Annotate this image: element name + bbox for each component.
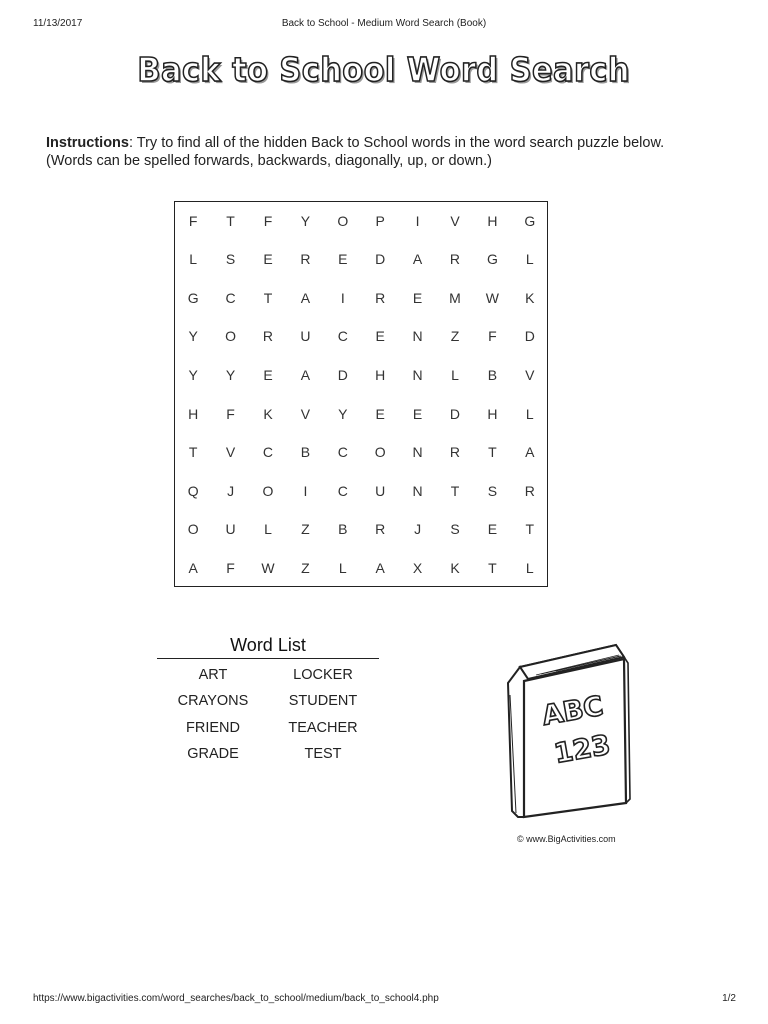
grid-letter: T	[488, 444, 497, 461]
grid-letter: L	[338, 559, 347, 576]
grid-letter: E	[263, 251, 273, 268]
book-credit: © www.BigActivities.com	[517, 834, 616, 844]
grid-letter: N	[412, 328, 423, 345]
grid-letter: J	[227, 482, 235, 499]
grid-letter: A	[525, 444, 535, 461]
grid-letter: Z	[301, 521, 310, 538]
grid-letter: R	[262, 328, 274, 345]
grid-letter: R	[375, 521, 386, 538]
word-list-item: FRIEND	[186, 719, 240, 736]
grid-letter: E	[375, 328, 385, 345]
grid-letter: A	[412, 251, 423, 268]
page-title: Back to School Word Search	[137, 50, 631, 89]
word-list-item: STUDENT	[288, 693, 358, 710]
grid-letter: Z	[301, 559, 310, 576]
word-list-title: Word List	[230, 635, 306, 655]
grid-letter: N	[412, 444, 423, 461]
grid-letter: R	[300, 251, 311, 268]
word-search-grid	[174, 201, 548, 587]
grid-letter: K	[263, 405, 273, 422]
grid-letter: X	[412, 559, 423, 576]
word-list-divider	[157, 658, 379, 659]
grid-letter: U	[225, 521, 236, 538]
grid-letter: H	[375, 366, 386, 383]
word-list-item: GRADE	[187, 745, 239, 762]
grid-letter: W	[485, 289, 499, 306]
grid-letter: W	[261, 559, 275, 576]
grid-letter: T	[188, 444, 198, 461]
grid-letter: L	[525, 251, 534, 268]
grid-letter: C	[337, 328, 348, 345]
grid-letter: F	[263, 212, 273, 229]
footer-url: https://www.bigactivities.com/word_searches/back_to_school/medium/back_to_school4.php	[33, 993, 439, 1004]
word-list-column-2	[267, 666, 379, 771]
grid-letter: L	[264, 521, 272, 538]
grid-letter: V	[525, 366, 535, 383]
grid-letter: Q	[187, 482, 199, 499]
grid-letter: E	[338, 251, 348, 268]
grid-letter: G	[524, 212, 536, 229]
grid-letter: R	[449, 251, 461, 268]
grid-letter: O	[337, 212, 349, 229]
grid-letter: D	[524, 328, 535, 345]
book-illustration	[496, 635, 666, 855]
grid-letter: Y	[225, 366, 236, 383]
grid-letter: D	[375, 251, 386, 268]
grid-letter: I	[415, 212, 420, 229]
grid-letter: H	[487, 212, 498, 229]
grid-letter: B	[487, 366, 498, 383]
grid-letter: S	[450, 521, 460, 538]
grid-letter: N	[412, 482, 423, 499]
grid-letter: V	[450, 212, 460, 229]
grid-letter: D	[337, 366, 348, 383]
grid-letter: R	[449, 444, 461, 461]
grid-letter: G	[486, 251, 498, 268]
grid-letter: K	[450, 559, 460, 576]
grid-letter: T	[226, 212, 235, 229]
grid-letter: R	[375, 289, 386, 306]
grid-letter: F	[226, 405, 235, 422]
instructions	[46, 134, 686, 170]
grid-letter: K	[525, 289, 535, 306]
grid-letter: E	[412, 289, 423, 306]
grid-letter: I	[303, 482, 308, 499]
grid-letter: U	[300, 328, 311, 345]
grid-letter: Y	[188, 328, 198, 345]
grid-letter: E	[412, 405, 423, 422]
book-text-123: 123	[551, 729, 613, 770]
page-number: 1/2	[722, 993, 736, 1004]
grid-letter: P	[375, 212, 385, 229]
grid-letter: D	[449, 405, 461, 422]
word-list-item: LOCKER	[293, 667, 353, 683]
grid-letter: M	[449, 289, 461, 306]
instructions-text: : Try to find all of the hidden Back to School words in the word search puzzle below.	[128, 135, 665, 151]
grid-letter: T	[450, 482, 460, 499]
grid-letter: A	[375, 559, 385, 576]
grid-letter: T	[263, 289, 273, 306]
grid-letter: J	[414, 521, 422, 538]
grid-letter: A	[300, 366, 311, 383]
grid-letter: T	[525, 521, 535, 538]
grid-letter: B	[300, 444, 311, 461]
grid-letter: O	[262, 482, 274, 499]
grid-letter: V	[225, 444, 236, 461]
grid-letter: O	[225, 328, 237, 345]
grid-letter: E	[263, 366, 273, 383]
grid-letter: C	[225, 289, 236, 306]
grid-letter: H	[487, 405, 498, 422]
word-list-item: CRAYONS	[177, 693, 249, 710]
grid-letter: L	[189, 251, 198, 268]
grid-letter: N	[412, 366, 423, 383]
print-header-title: Back to School - Medium Word Search (Book)	[281, 18, 487, 29]
grid-letter: Y	[188, 366, 198, 383]
grid-letter: G	[187, 289, 199, 306]
grid-letter: F	[488, 328, 497, 345]
instructions-note: (Words can be spelled forwards, backwards, diagonally, up, or down.)	[46, 153, 492, 169]
grid-letter: F	[226, 559, 235, 576]
grid-letter: C	[337, 482, 348, 499]
grid-letter: A	[188, 559, 198, 576]
grid-letter: B	[338, 521, 348, 538]
grid-letter: E	[375, 405, 385, 422]
grid-letter: Y	[300, 212, 311, 229]
grid-letter: F	[188, 212, 198, 229]
print-date: 11/13/2017	[33, 18, 83, 29]
book-text-abc: ABC	[539, 690, 606, 732]
instructions-label: Instructions	[46, 135, 129, 151]
grid-letter: U	[375, 482, 386, 499]
grid-letter: A	[300, 289, 311, 306]
grid-letter: V	[300, 405, 311, 422]
word-list-item: TEACHER	[288, 719, 358, 736]
grid-letter: L	[525, 559, 534, 576]
grid-letter: E	[487, 521, 498, 538]
grid-letter: S	[225, 251, 236, 268]
grid-letter: T	[488, 559, 497, 576]
grid-letter: C	[262, 444, 274, 461]
word-list-item: TEST	[304, 745, 342, 762]
word-list-column-1	[157, 666, 269, 771]
grid-letter: H	[188, 405, 199, 422]
grid-letter: I	[340, 289, 345, 306]
grid-letter: C	[337, 444, 348, 461]
grid-letter: L	[525, 405, 534, 422]
grid-letter: Y	[338, 405, 348, 422]
grid-letter: Z	[450, 328, 460, 345]
grid-letter: O	[187, 521, 199, 538]
grid-letter: R	[524, 482, 535, 499]
grid-letter: O	[374, 444, 386, 461]
grid-letter: S	[487, 482, 498, 499]
title-container	[0, 50, 768, 89]
word-list-item: ART	[198, 667, 228, 683]
grid-letter: L	[451, 366, 459, 383]
